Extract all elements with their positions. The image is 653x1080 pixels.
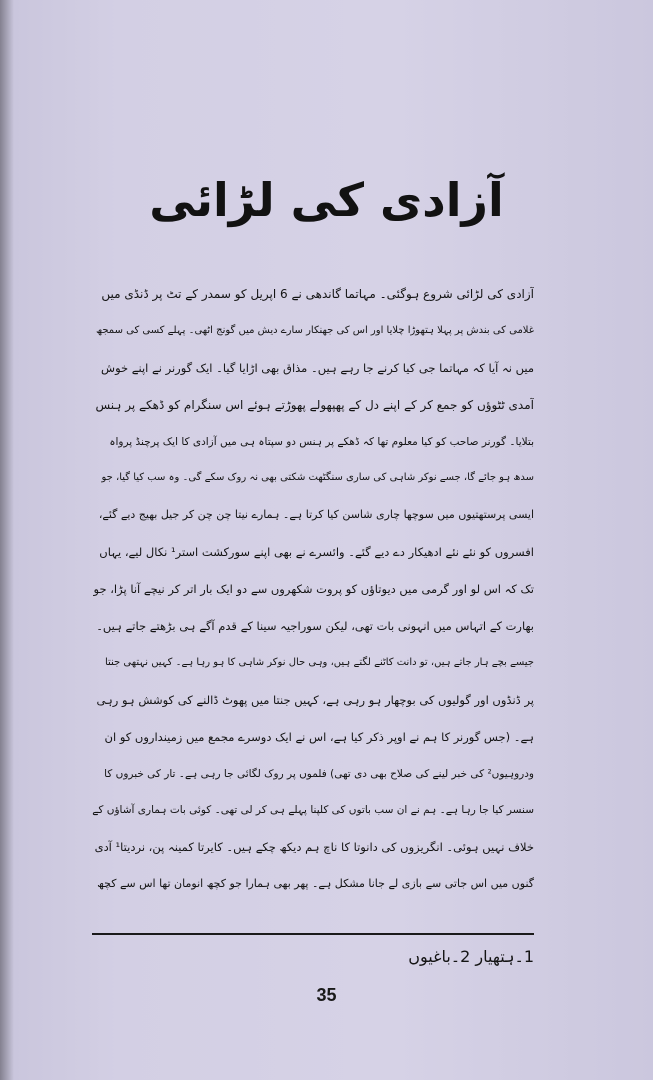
- text-line: غلامی کی بندش پر پہلا ہتھوڑا چلایا اور اس کی جھنکار سارے دیش میں گونج اٹھی۔ پہلے کسی کی سمجھ: [96, 324, 534, 336]
- body-paragraph: [92, 276, 534, 903]
- text-line: ہے۔ (جس گورنر کا ہم نے اوپر ذکر کیا ہے، اس نے ایک دوسرے مجمع میں زمینداروں کو ان: [104, 729, 534, 744]
- text-line: بتلایا۔ گورنر صاحب کو کیا معلوم تھا کہ ڈھکے پر ہنس دو سپتاہ ہی میں آزادی کا ایک پرچنڈ پرواہ: [109, 435, 534, 448]
- text-line: افسروں کو نئے نئے ادھیکار دے دیے گئے۔ وائسرے نے بھی اپنے سورکشت استر¹ نکال لیے، یہاں: [99, 545, 534, 560]
- text-line: جیسے بچے ہار جاتے ہیں، تو دانت کاٹنے لگتے ہیں، وہی حال نوکر شاہی کا ہو رہا ہے۔ کہیں نہتھی جنتا: [104, 656, 534, 668]
- footnote: 1۔ہتھیار 2۔باغیوں: [408, 947, 534, 966]
- text-line: ودروہیوں² کی خبر لینے کی صلاح بھی دی تھی) فلموں پر روک لگائی جا رہی ہے۔ تار کی خبروں کا: [104, 767, 534, 780]
- page-number: 35: [316, 985, 337, 1005]
- text-line: گنوں میں اس جاتی سے بازی لے جانا مشکل ہے۔ پھر بھی ہمارا جو کچھ انومان تھا اس سے کچھ: [97, 877, 534, 891]
- text-line: آمدی ٹٹوؤں کو جمع کر کے اپنے دل کے پھپھولے پھوڑتے ہوئے اس سنگرام کو ڈھکے پر ہنس: [95, 397, 534, 412]
- footnote-divider: [92, 933, 534, 935]
- text-line: تک کہ اس لو اور گرمی میں دیوتاؤں کو پروت شکھروں سے دو ایک بار اتر کر نیچے آنا پڑا، جو: [93, 582, 534, 597]
- text-line: سدھ ہو جائے گا، جسے نوکر شاہی کی ساری سنگٹھت شکتی بھی نہ روک سکے گی۔ وہ سب کیا گیا، جو: [101, 472, 534, 484]
- text-line: سنسر کیا جا رہا ہے۔ ہم نے ان سب باتوں کی کلپنا پہلے ہی کر لی تھی۔ کوئی بات ہماری آشاؤں کے: [92, 804, 534, 817]
- text-line: میں نہ آیا کہ مہاتما جی کیا کرنے جا رہے ہیں۔ مذاق بھی اڑایا گیا۔ ایک گورنر نے اپنے خوش: [101, 360, 534, 375]
- text-line: بھارت کے اتہاس میں انہونی بات تھی، لیکن سوراجیہ سینا کے قدم آگے ہی بڑھتے جاتے ہیں۔: [96, 619, 534, 634]
- chapter-title: آزادی کی لڑائی: [149, 173, 504, 227]
- text-line: آزادی کی لڑائی شروع ہوگئی۔ مہاتما گاندھی نے 6 اپریل کو سمدر کے تٹ پر ڈنڈی میں: [101, 287, 534, 301]
- text-line: پر ڈنڈوں اور گولیوں کی بوچھار ہو رہی ہے، کہیں جنتا میں پھوٹ ڈالنے کی کوشش ہو رہی: [96, 692, 534, 707]
- text-line: خلاف نہیں ہوئی۔ انگریزوں کی دانوتا کا ناچ ہم دیکھ چکے ہیں۔ کایرتا کمینہ پن، نردیتا¹ آدی: [94, 840, 534, 855]
- text-line: ایسی پرستھتیوں میں سوچھا چاری شاسن کیا کرتا ہے۔ ہمارے نیتا چن چن کر جیل بھیج دیے گئے،: [98, 508, 534, 522]
